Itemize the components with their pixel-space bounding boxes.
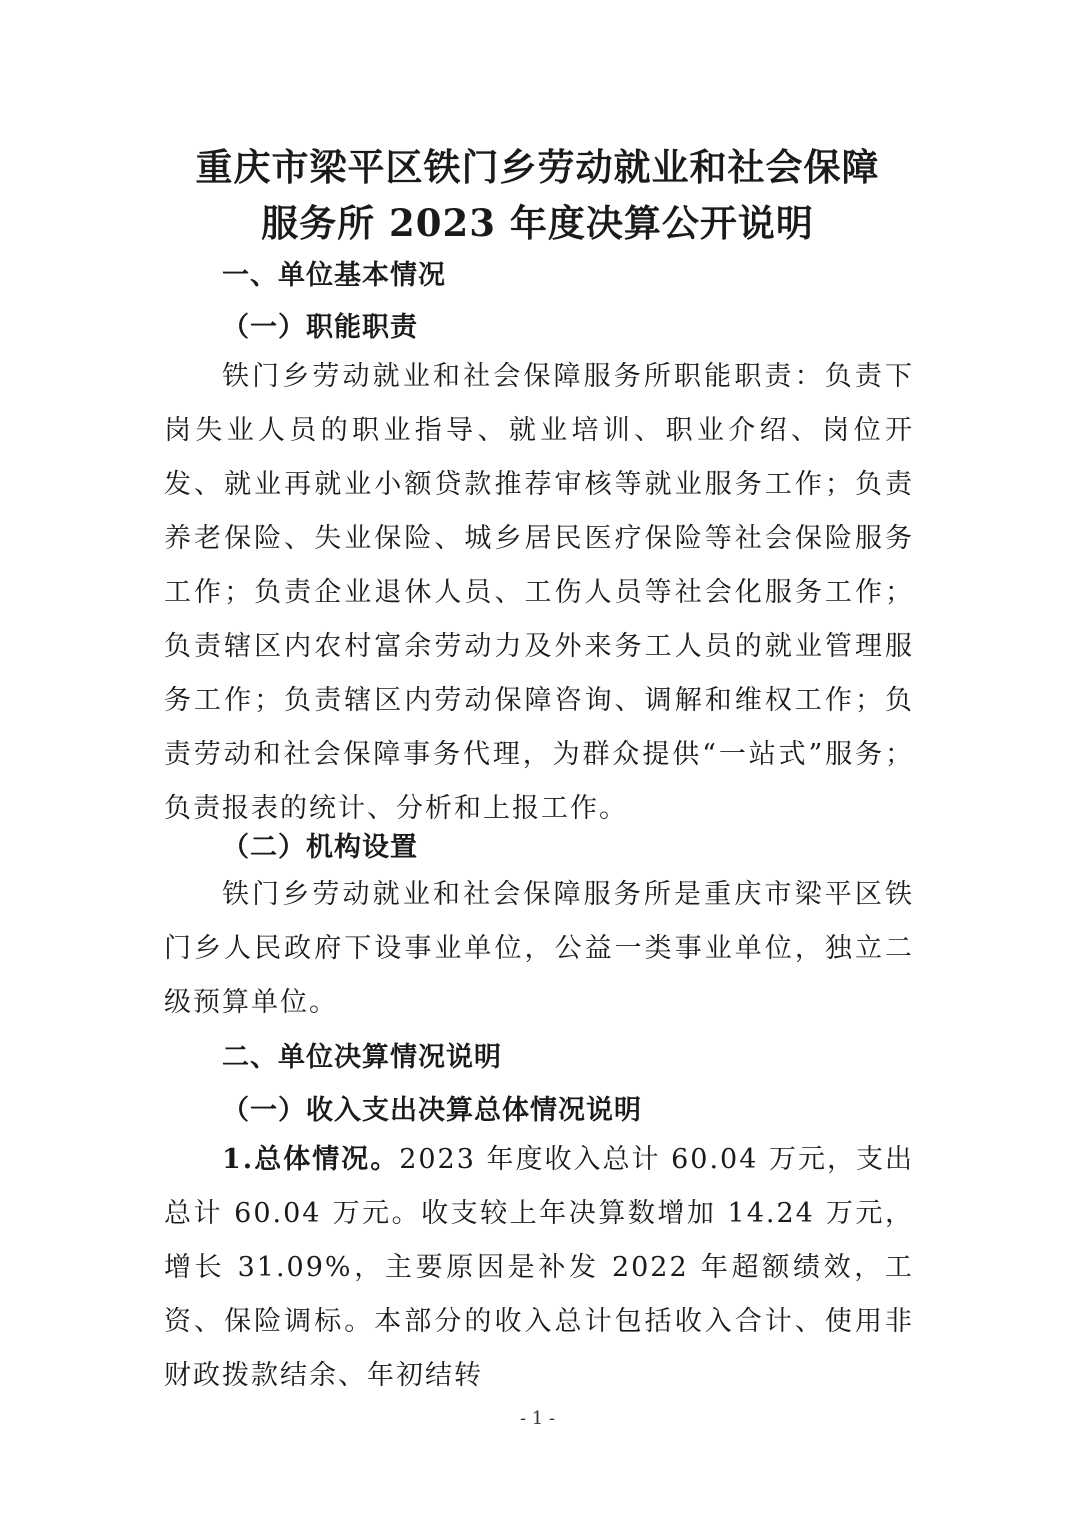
paragraph-lead-label: 1.总体情况。 — [222, 1144, 400, 1175]
paragraph-duties: 铁门乡劳动就业和社会保障服务所职能职责：负责下岗失业人员的职业指导、就业培训、职业介绍、岗位开发、就业再就业小额贷款推荐审核等就业服务工作；负责养老保险、失业保险、城乡居民医疗保险等社会保险服务工作；负责企业退休人员、工伤人员等社会化服务工作；负责辖区内农村富余劳动力及外来务工人员的就业管理服务工作；负责辖区内劳动保障咨询、调解和维权工作；负责劳动和社会保障事务代理，为群众提供“一站式”服务；负责报表的统计、分析和上报工作。 — [164, 361, 914, 824]
document-title-line-1: 重庆市梁平区铁门乡劳动就业和社会保障 — [195, 145, 880, 189]
subheading-organization: （二）机构设置 — [222, 832, 418, 863]
subheading-income-expenditure: （一）收入支出决算总体情况说明 — [222, 1095, 642, 1126]
section-heading-final-accounts: 二、单位决算情况说明 — [222, 1042, 502, 1073]
paragraph-overall-body: 2023 年度收入总计 60.04 万元，支出总计 60.04 万元。收支较上年决算数增加 14.24 万元，增长 31.09%，主要原因是补发 2022 年超额绩效，工资、保险调标。本部分的收入总计包括收入合计、使用非财政拨款结余、年初结转 — [164, 1144, 914, 1391]
document-title-line-2: 服务所 2023 年度决算公开说明 — [261, 201, 814, 245]
paragraph-overall-situation — [164, 1133, 914, 1403]
subheading-duties: （一）职能职责 — [222, 312, 418, 343]
section-heading-unit-overview: 一、单位基本情况 — [222, 260, 446, 291]
paragraph-organization: 铁门乡劳动就业和社会保障服务所是重庆市梁平区铁门乡人民政府下设事业单位，公益一类事业单位，独立二级预算单位。 — [164, 879, 914, 1018]
page-number: - 1 - — [519, 1408, 556, 1429]
